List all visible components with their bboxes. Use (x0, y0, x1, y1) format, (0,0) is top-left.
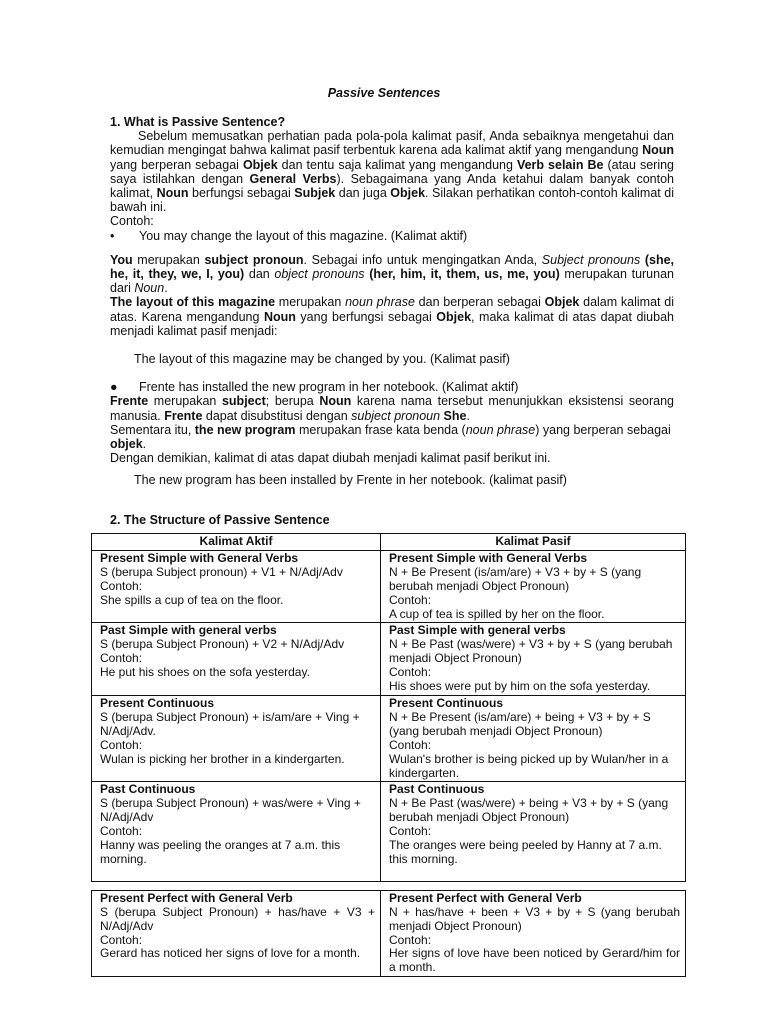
column-header-passive: Kalimat Pasif (381, 534, 686, 551)
table-gap-row (92, 881, 686, 890)
tense-title: Present Continuous (389, 695, 504, 710)
example-sentence: He put his shoes on the sofa yesterday. (100, 665, 310, 680)
italic-text: Noun (134, 281, 165, 296)
bold-text: General Verbs (249, 171, 337, 186)
bold-text: You (110, 252, 133, 267)
section-2-heading: 2. The Structure of Passive Sentence (110, 513, 330, 527)
bold-text: Verb selain Be (516, 157, 604, 172)
text: berfungsi sebagai (188, 186, 295, 201)
tense-title: Present Perfect with General Verb (100, 890, 293, 905)
text: . (142, 437, 147, 452)
passive-cell (381, 782, 686, 881)
text: ; berupa (265, 394, 320, 409)
contoh-label: Contoh: (389, 592, 432, 607)
contoh-label: Contoh: (100, 737, 143, 752)
tense-title: Present Simple with General Verbs (389, 550, 588, 565)
table-row (92, 623, 686, 696)
bold-text: the new program (194, 422, 296, 437)
bold-text: objek (110, 437, 143, 452)
text: ). Sebagaimana yang Anda ketahui dalam banyak contoh kalimat, (110, 171, 675, 201)
explain-paragraph-3 (110, 394, 674, 422)
explain-paragraph-1 (110, 253, 674, 296)
bold-text: Objek (436, 309, 472, 324)
table-row (92, 550, 686, 623)
bold-text: (her, him, it, them, us, me, you) (364, 267, 560, 282)
bullet-icon: ● (110, 380, 118, 395)
text: , maka kalimat di atas dapat diubah menjadi kalimat pasif menjadi: (110, 309, 674, 338)
contoh-label: Contoh: (389, 737, 432, 752)
example-sentence: The oranges were being peeled by Hanny at 7 a.m. this morning. (389, 838, 662, 866)
active-cell (92, 550, 381, 623)
text: yang berperan sebagai (110, 157, 243, 172)
active-cell (92, 623, 381, 696)
text: dalam kalimat di atas. Karena mengandung (110, 295, 674, 324)
table-row (92, 890, 686, 976)
italic-text: object pronouns (274, 267, 365, 282)
text: . Sebagai info untuk mengingatkan Anda, (303, 252, 542, 267)
text: . (466, 408, 470, 423)
italic-text: noun phrase (345, 295, 415, 310)
bold-text: subject pronoun (204, 252, 304, 267)
bold-text: Noun (156, 186, 189, 201)
example-2-passive: The new program has been installed by Frente in her notebook. (kalimat pasif) (134, 473, 567, 488)
section-1-heading: 1. What is Passive Sentence? (110, 115, 286, 129)
table-row (92, 782, 686, 881)
tense-title: Present Simple with General Verbs (100, 550, 299, 565)
contoh-label: Contoh: (389, 824, 432, 839)
bold-text: Frente (110, 394, 149, 409)
text: . (164, 281, 168, 296)
bold-text: The layout of this magazine (110, 295, 276, 310)
bold-text: Objek (242, 157, 278, 172)
text: merupakan frase kata benda ( (295, 422, 466, 437)
bold-text: Subjek (294, 186, 336, 201)
formula: S (berupa Subject Pronoun) + has/have + V3 + N/Adj/Adv (100, 904, 375, 933)
bold-text: Objek (390, 186, 426, 201)
tense-title: Past Simple with general verbs (389, 623, 566, 638)
example-sentence: Wulan's brother is being picked up by Wulan/her in a kindergarten. (389, 751, 669, 780)
example-1-active (110, 229, 674, 243)
italic-text: subject pronoun (351, 408, 441, 423)
text: Sementara itu, (110, 422, 195, 437)
example-sentence: Gerard has noticed her signs of love for a month. (100, 946, 361, 961)
italic-text: Subject pronouns (541, 252, 641, 267)
formula: N + has/have + been + V3 + by + S (yang berubah menjadi Object Pronoun) (389, 904, 680, 933)
contoh-label: Contoh: (100, 932, 143, 947)
text: dan (244, 267, 275, 282)
formula: S (berupa Subject Pronoun) + is/am/are + Ving + N/Adj/Adv. (100, 709, 360, 738)
text: merupakan (148, 394, 222, 409)
bold-text: subject (221, 394, 266, 409)
bullet-icon: • (110, 228, 115, 243)
text: dan juga (335, 186, 391, 201)
formula: S (berupa Subject pronoun) + V1 + N/Adj/Adv (100, 564, 343, 579)
contoh-label: Contoh: (389, 932, 432, 947)
example-sentence: Wulan is picking her brother in a kindergarten. (100, 751, 345, 766)
column-header-active: Kalimat Aktif (92, 534, 381, 551)
italic-text: noun phrase (465, 422, 536, 437)
bold-text: Frente (164, 408, 203, 423)
text: merupakan turunan dari (110, 267, 674, 296)
tense-title: Past Simple with general verbs (100, 623, 277, 638)
contoh-label: Contoh: (100, 651, 143, 666)
text: karena nama tersebut menunjukkan eksistensi seorang manusia. (110, 394, 675, 423)
passive-cell (381, 695, 686, 781)
table-row (92, 695, 686, 781)
example-sentence: A cup of tea is spilled by her on the floor. (389, 606, 605, 621)
document-title: Passive Sentences (327, 86, 441, 100)
structure-table (91, 533, 686, 977)
text: . Silakan perhatikan contoh-contoh kalimat di bawah ini. (110, 186, 674, 215)
explain-paragraph-4 (110, 423, 674, 451)
tense-title: Present Perfect with General Verb (389, 890, 582, 905)
contoh-label: Contoh: (110, 214, 154, 229)
text: dapat disubstitusi dengan (202, 408, 352, 423)
text: dan tentu saja kalimat yang mengandung (277, 157, 517, 172)
bold-text: She (440, 408, 467, 423)
example-text: You may change the layout of this magazine. (Kalimat aktif) (139, 228, 468, 243)
text: merupakan (275, 295, 346, 310)
bold-text: Noun (642, 143, 674, 158)
bold-text: Noun (319, 394, 352, 409)
contoh-label: Contoh: (100, 578, 143, 593)
text: ) yang berperan sebagai (535, 422, 671, 437)
bold-text: Noun (263, 309, 296, 324)
section-1 (110, 115, 674, 488)
passive-cell (381, 550, 686, 623)
example-sentence: Her signs of love have been noticed by Gerard/him for a month. (389, 946, 680, 975)
bold-text: (she, he, it, they, we, I, you) (110, 252, 675, 282)
formula: N + Be Present (is/am/are) + being + V3 + by + S (yang berubah menjadi Object Pronoun) (389, 709, 651, 738)
contoh-label: Contoh: (389, 665, 432, 680)
explain-paragraph-5: Dengan demikian, kalimat di atas dapat diubah menjadi kalimat pasif berikut ini. (110, 451, 551, 466)
formula: S (berupa Subject Pronoun) + V2 + N/Adj/Adv (100, 637, 345, 652)
formula: N + Be Past (was/were) + V3 + by + S (yang berubah menjadi Object Pronoun) (389, 637, 673, 666)
example-text: Frente has installed the new program in her notebook. (Kalimat aktif) (139, 380, 519, 395)
text: Sebelum memusatkan perhatian pada pola-pola kalimat pasif, Anda sebaiknya mengetahui dan kemudian mengingat bahwa kalimat pasif terbentuk karena ada kalimat aktif yang mengandung (110, 129, 674, 158)
formula: N + Be Past (was/were) + being + V3 + by + S (yang berubah menjadi Object Pronoun) (389, 796, 669, 825)
table-header-row (92, 534, 686, 551)
contoh-label: Contoh: (100, 824, 143, 839)
active-cell (92, 695, 381, 781)
example-sentence: His shoes were put by him on the sofa yesterday. (389, 679, 651, 694)
example-sentence: Hanny was peeling the oranges at 7 a.m. this morning. (100, 838, 341, 866)
bold-text: Objek (544, 295, 580, 310)
tense-title: Past Continuous (389, 782, 485, 797)
explain-paragraph-2 (110, 295, 674, 338)
tense-title: Present Continuous (100, 695, 215, 710)
text: merupakan (132, 252, 205, 267)
formula: S (berupa Subject Pronoun) + was/were + Ving + N/Adj/Adv (100, 796, 361, 825)
text: (atau sering saya istilahkan dengan (110, 157, 675, 186)
example-1-passive: The layout of this magazine may be changed by you. (Kalimat pasif) (134, 352, 510, 367)
example-sentence: She spills a cup of tea on the floor. (100, 592, 284, 607)
passive-cell (381, 890, 686, 976)
intro-paragraph (110, 129, 674, 214)
text: dan berperan sebagai (414, 295, 545, 310)
passive-cell (381, 623, 686, 696)
example-2-active (110, 380, 674, 394)
active-cell (92, 782, 381, 881)
formula: N + Be Present (is/am/are) + V3 + by + S (yang berubah menjadi Object Pronoun) (389, 564, 642, 593)
tense-title: Past Continuous (100, 782, 196, 797)
active-cell (92, 890, 381, 976)
text: yang berfungsi sebagai (295, 309, 437, 324)
